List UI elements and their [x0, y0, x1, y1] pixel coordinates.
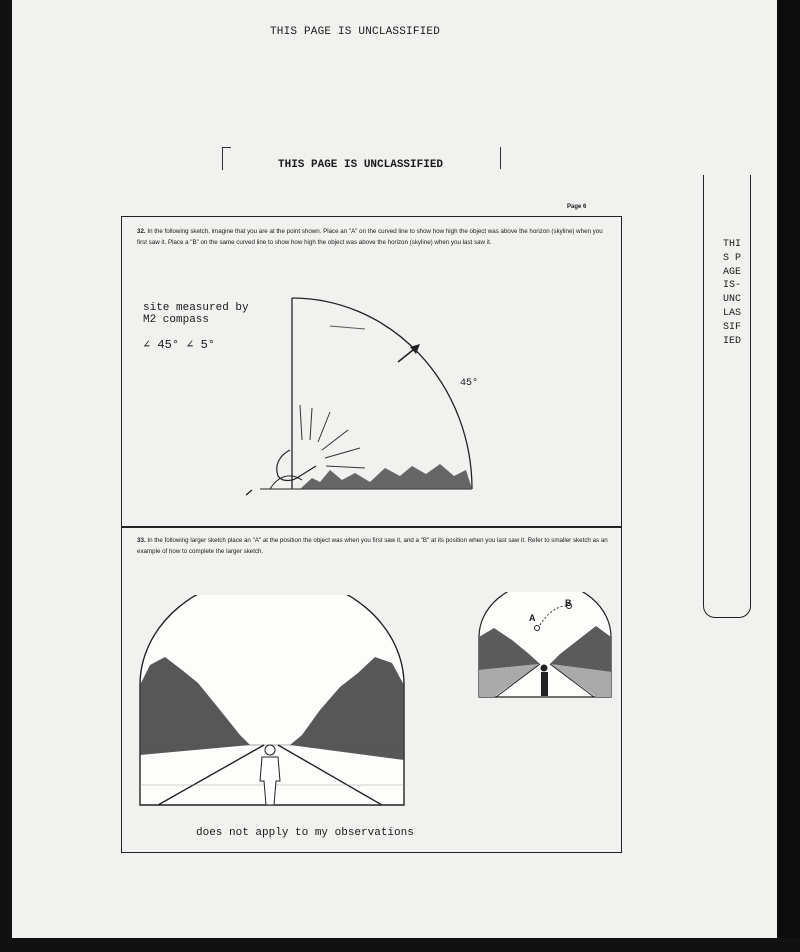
scan-edge-right [777, 0, 800, 952]
question-32-text [137, 226, 607, 248]
question-32-number: 32. [137, 228, 146, 235]
example-street-sketch [474, 592, 614, 700]
handwritten-angles: ∠ 45° ∠ 5° [143, 338, 216, 352]
example-label-b: B [565, 598, 572, 608]
stamp-bracket-right [494, 147, 501, 169]
handwritten-note-line1: site measured by [143, 302, 249, 314]
question-33-handwritten-answer: does not apply to my observations [196, 827, 414, 839]
question-33-prompt: In the following larger sketch place an "A" at the position the object was when you first saw it, and a "B" at its position when you last saw it. Refer to smaller sketch as an example of how to complete the larger sketch. [137, 537, 608, 555]
scan-edge-bottom [0, 938, 800, 952]
top-classification-stamp: THIS PAGE IS UNCLASSIFIED [270, 26, 441, 38]
question-32-prompt: In the following sketch, imagine that you are at the point shown. Place an "A" on the curved line to show how high the object was above the horizon (skyline) when you first saw it. Place a "B" on the same curved line to show how high the object was above the horizon (skyline) when you last saw it. [137, 228, 603, 246]
question-33-text [137, 535, 612, 557]
stamp-bracket-left [222, 147, 231, 170]
scan-edge-left [0, 0, 12, 952]
page-number: Page 6 [567, 204, 587, 210]
large-street-sketch [130, 595, 410, 810]
example-label-a: A [529, 613, 536, 623]
handwritten-note-line2: M2 compass [143, 314, 210, 326]
handwritten-45-mark: 45° [460, 378, 479, 389]
side-classification-stamp: THIS PAGE IS-UNCLASSIFIED [722, 239, 748, 347]
question-33-number: 33. [137, 537, 146, 544]
horizon-quarter-arc-sketch [230, 290, 490, 500]
page-classification-stamp: THIS PAGE IS UNCLASSIFIED [278, 159, 444, 171]
